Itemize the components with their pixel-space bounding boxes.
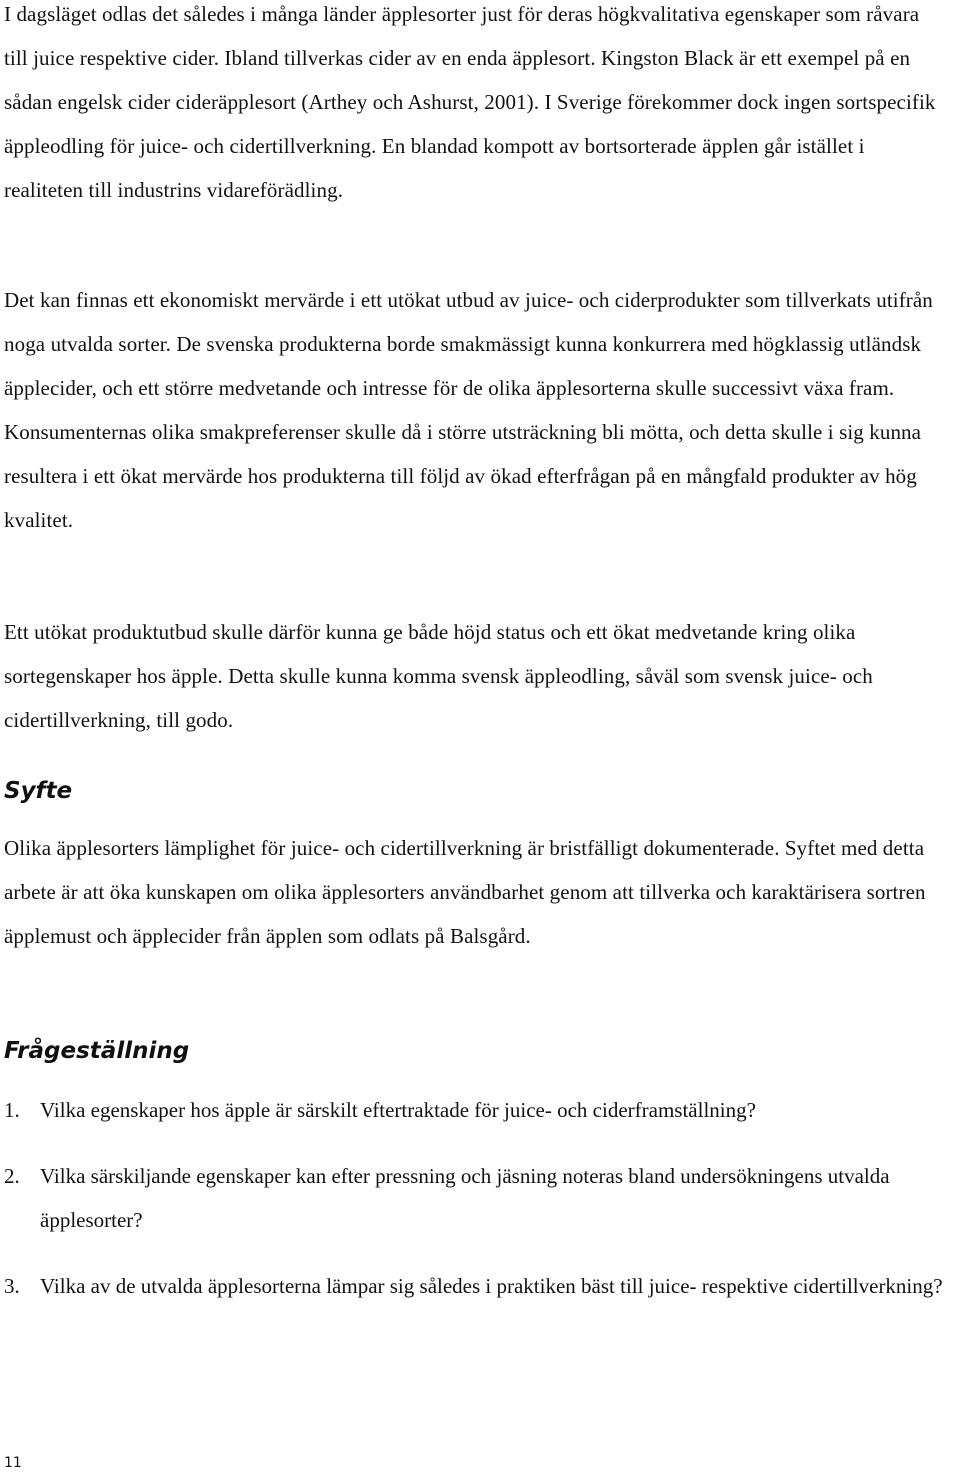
syfte-paragraph: Olika äpplesorters lämplighet för juice- och cidertillverkning är bristfälligt dokumenterade. Syftet med detta arbete är att öka kunskapen om olika äpplesorters användbarhet genom att tillverka och karaktärisera sortren äpplemust och äpplecider från äpplen som odlats på Balsgård. bbox=[4, 836, 926, 948]
question-item bbox=[4, 1088, 944, 1132]
value-paragraph: Det kan finnas ett ekonomiskt mervärde i ett utökat utbud av juice- och ciderprodukter som tillverkats utifrån noga utvalda sorter. De svenska produkterna borde smakmässigt kunna konkurrera med högklassig utländsk äpplecider, och ett större medvetande och intresse för de olika äpplesorterna skulle successivt växa fram. Konsumenternas olika smakpreferenser skulle då i större utsträckning bli mötta, och detta skulle i sig kunna resultera i ett ökat mervärde hos produkterna till följd av ökad efterfrågan på en mångfald produkter av hög kvalitet. bbox=[4, 288, 933, 532]
page-number: 11 bbox=[4, 1455, 22, 1471]
question-number: 2. bbox=[4, 1164, 20, 1188]
question-list bbox=[4, 1088, 944, 1330]
question-item bbox=[4, 1154, 944, 1242]
section-heading-fragestallning: Frågeställning bbox=[4, 1038, 190, 1064]
question-text: Vilka av de utvalda äpplesorterna lämpar sig således i praktiken bäst till juice- respektive cidertillverkning? bbox=[40, 1274, 943, 1298]
section-heading-syfte: Syfte bbox=[4, 778, 73, 804]
question-text: Vilka särskiljande egenskaper kan efter pressning och jäsning noteras bland undersökningens utvalda äpplesorter? bbox=[40, 1164, 890, 1232]
question-number: 1. bbox=[4, 1098, 20, 1122]
question-number: 3. bbox=[4, 1274, 20, 1298]
status-paragraph: Ett utökat produktutbud skulle därför kunna ge både höjd status och ett ökat medvetande kring olika sortegenskaper hos äpple. Detta skulle kunna komma svensk äppleodling, såväl som svensk juice- och cidertillverkning, till godo. bbox=[4, 620, 873, 732]
intro-paragraph: I dagsläget odlas det således i många länder äpplesorter just för deras högkvalitativa egenskaper som råvara till juice respektive cider. Ibland tillverkas cider av en enda äpplesort. Kingston Black är ett exempel på en sådan engelsk cider cideräpplesort (Arthey och Ashurst, 2001). I Sverige förekommer dock ingen sortspecifik äppleodling för juice- och cidertillverkning. En blandad kompott av bortsorterade äpplen går istället i realiteten till industrins vidareförädling. bbox=[4, 2, 936, 202]
question-item bbox=[4, 1264, 944, 1308]
question-text: Vilka egenskaper hos äpple är särskilt eftertraktade för juice- och ciderframställning? bbox=[40, 1098, 756, 1122]
